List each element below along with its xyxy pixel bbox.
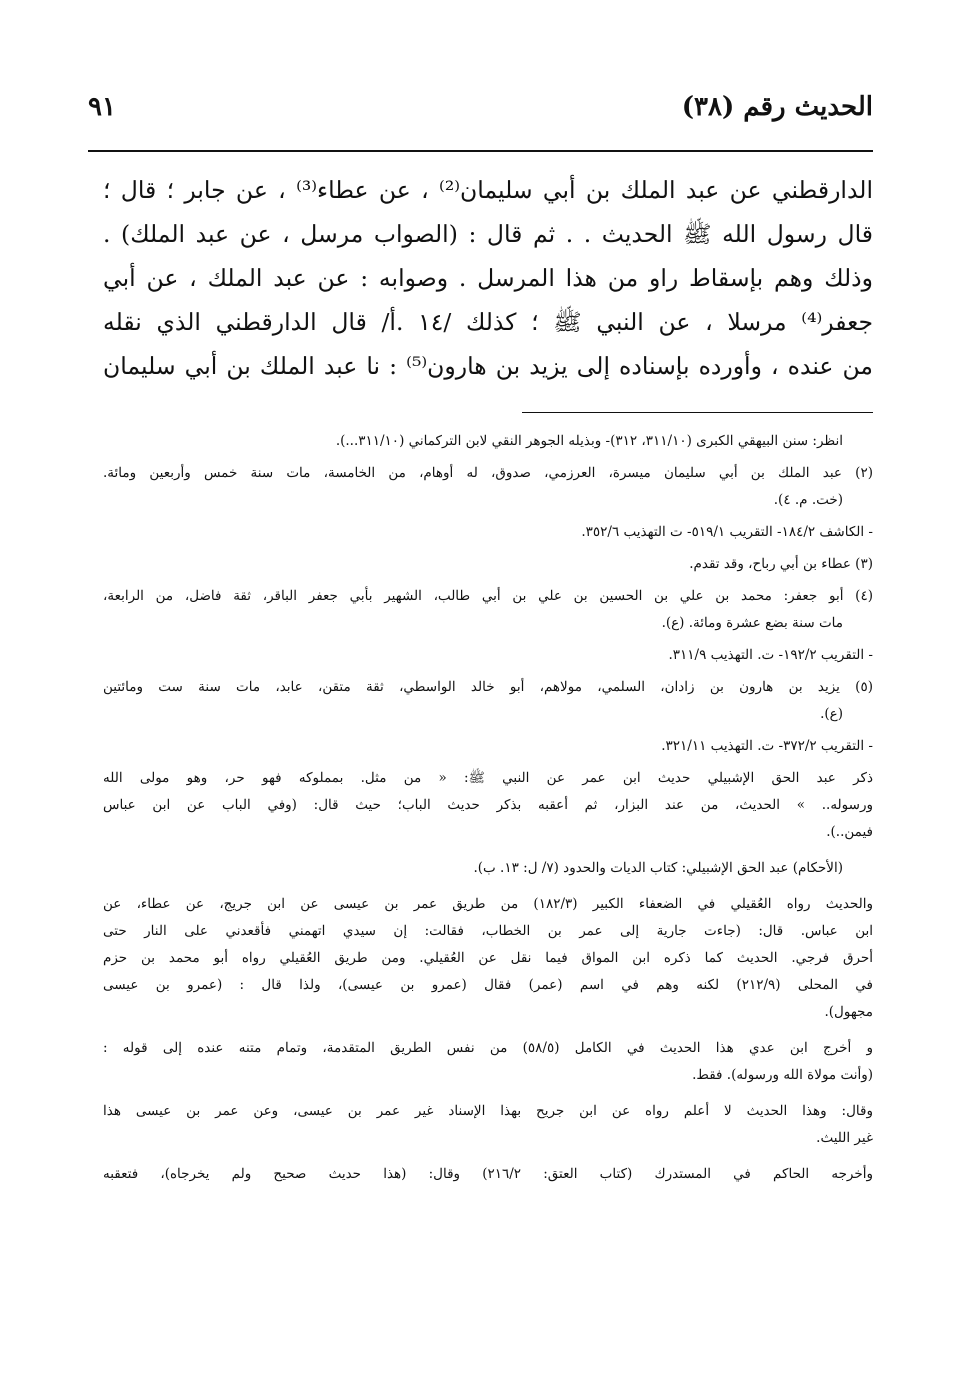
running-title: الحديث رقم (٣٨) [681, 92, 873, 122]
footnote-line: أحرق فرجي. الحديث كما ذكره ابن المواق فيما نقل عن العُقيلي. ومن طريق العُقيلي رواه أبو محمد بن حزم [103, 950, 873, 966]
header-rule [88, 150, 873, 152]
page-header [88, 92, 873, 144]
footnote-5-references [103, 733, 873, 760]
footnote-line: مات سنة بضع عشرة ومائة. (ع). [661, 615, 843, 631]
footnote-2-references [103, 519, 873, 546]
commentary-paragraph [103, 765, 873, 846]
footnote-line: - التقريب ١٩٢/٢- ت. التهذيب ٣١١/٩. [668, 647, 873, 663]
footnote-line: وقال: وهذا الحديث لا أعلم رواه عن ابن جريح بهذا الإسناد غير عمر بن عيسى، وعن عمر بن عيسى هذا [103, 1103, 873, 1119]
footnotes [103, 428, 873, 1188]
footnote-line: في المحلى (٢١٢/٩) لكنه وهم في اسم (عمر) فقال (عمرو بن عيسى)، ولذا قال : (عمرو بن عيسى [103, 977, 873, 993]
footnote-line: مجهول). [824, 1004, 873, 1020]
footnote-line: (٤) أبو جعفر: محمد بن علي بن الحسين بن علي بن أبي طالب، الشهير بأبي جعفر الباقر، ثقة فاضل، من الرابعة، [103, 588, 873, 604]
footnote-line: وأخرجه الحاكم في المستدرك (كتاب العتق: ٢١٦/٢) وقال: (هذا حديث صحيح ولم يخرجاه)، فتعقبه [103, 1166, 873, 1182]
footnote-4 [103, 583, 873, 637]
commentary-paragraph [103, 1098, 873, 1152]
footnote-line: و أخرج ابن عدي هذا الحديث في الكامل (٥٨/٥) من نفس الطريق المتقدمة، وتمام متنه عنده إلى قوله : [103, 1040, 873, 1056]
footnote-line: (خت. م. ٤). [773, 492, 843, 508]
footnote-line: ورسوله.. » الحديث، من عند البزار، ثم أعقبه بذكر حديث الباب؛ حيث قال: (وفي الباب عن ابن عباس [103, 797, 873, 813]
footnote-line: فيمن..). [826, 824, 873, 840]
footnote-line: (٥) يزيد بن هارون بن زادان، السلمي، مولاهم، أبو خالد الواسطي، ثقة متقن، عابد، مات سنة ست ومائتين [103, 679, 873, 695]
footnote-line: غير الليث. [816, 1130, 873, 1146]
commentary-paragraph [103, 1035, 873, 1089]
commentary-paragraph [103, 855, 873, 882]
footnote-2 [103, 460, 873, 514]
footnote-line: (٢) عبد الملك بن أبي سليمان ميسرة، العرزمي، صدوق، له أوهام، من الخامسة، مات سنة خمس وأربعين ومائة. [103, 465, 873, 481]
main-text-line: وذلك وهم بإسقاط راو من هذا المرسل . وصوابه : عن عبد الملك ، عن أبي [103, 264, 873, 292]
footnote-line: (الأحكام) عبد الحق الإشبيلي: كتاب الديات والحدود (٧/ ل: ١٣. ب). [473, 860, 843, 876]
footnote-separator [522, 412, 873, 413]
footnote-3 [103, 551, 873, 578]
page-number: ٩١ [88, 92, 116, 122]
footnote-line: ابن عباس. قال: (جاءت جارية إلى عمر بن الخطاب، فقالت: إن سيدي اتهمني فأقعدني على النار حتى [103, 923, 873, 939]
main-text-line: قال رسول الله ﷺ الحديث . . ثم قال : (الصواب مرسل ، عن عبد الملك) . [103, 220, 873, 248]
main-text-line: من عنده ، وأورده بإسناده إلى يزيد بن هارون⁽⁵⁾ : نا عبد الملك بن أبي سليمان [103, 352, 873, 380]
commentary-paragraph [103, 891, 873, 1026]
footnote-1 [103, 428, 873, 455]
footnote-line: (وأنت مولاة الله ورسوله). فقط. [692, 1067, 873, 1083]
footnote-4-references [103, 642, 873, 669]
footnote-line: ذكر عبد الحق الإشبيلي حديث ابن عمر عن النبي ﷺ: « من مثل. بمملوكه فهو حر، وهو مولى الله [103, 770, 873, 786]
footnote-5 [103, 674, 873, 728]
commentary-paragraph [103, 1161, 873, 1188]
footnote-line: (ع). [820, 706, 843, 722]
main-text [103, 168, 873, 388]
footnote-line: انظر: سنن البيهقي الكبرى (٣١١/١٠، ٣١٢)- وبذيله الجوهر النقي لابن التركماني (٣١١/١٠...). [335, 433, 843, 449]
footnote-line: - التقريب ٣٧٢/٢- ت. التهذيب ٣٢١/١١. [661, 738, 873, 754]
main-text-line: جعفر⁽⁴⁾ مرسلا ، عن النبي ﷺ ؛ كذلك /١٤ .أ/ قال الدارقطني الذي نقله [103, 308, 873, 336]
footnote-line: - الكاشف ١٨٤/٢- التقريب ٥١٩/١- ت التهذيب ٣٥٢/٦. [581, 524, 873, 540]
footnote-line: (٣) عطاء بن أبي رباح، وقد تقدم. [689, 556, 873, 572]
main-text-line: الدارقطني عن عبد الملك بن أبي سليمان⁽²⁾ ، عن عطاء⁽³⁾ ، عن جابر ؛ قال ؛ [103, 176, 873, 204]
footnote-line: والحديث رواه العُقيلي في الضعفاء الكبير (١٨٢/٣) من طريق عمر بن عيسى عن ابن جريج، عن عطاء، عن [103, 896, 873, 912]
